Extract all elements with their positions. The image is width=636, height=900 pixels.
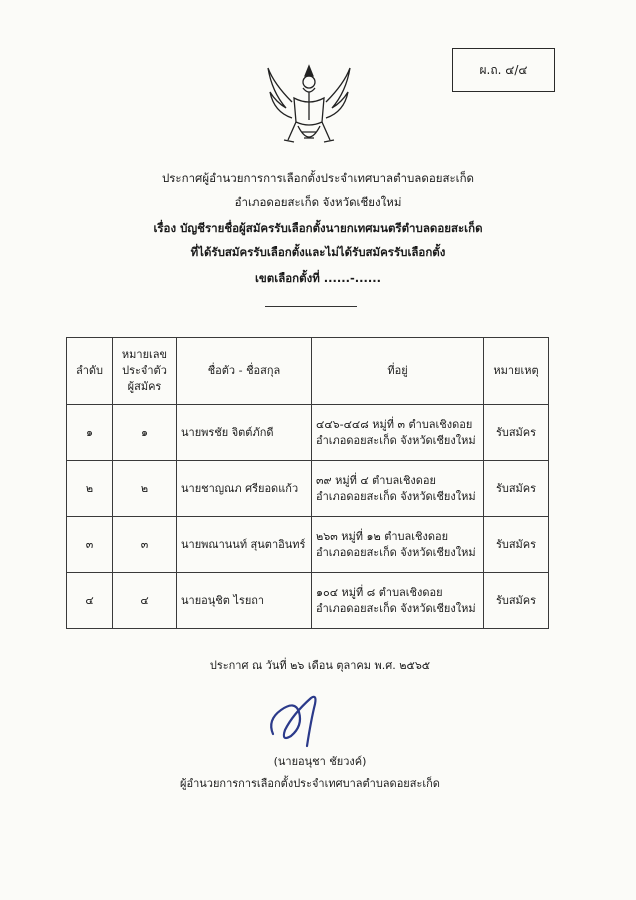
heading-subject: เรื่อง บัญชีรายชื่อผู้สมัครรับเลือกตั้งนายกเทศมนตรีตำบลดอยสะเก็ด [153,221,483,235]
cell-remark: รับสมัคร [484,517,549,573]
cell-candidate-no: ๓ [113,517,177,573]
cell-address [312,573,484,629]
signer-title: ผู้อำนวยการการเลือกตั้งประจำเทศบาลตำบลดอยสะเก็ด [180,777,440,790]
heading-line-2: อำเภอดอยสะเก็ด จังหวัดเชียงใหม่ [234,195,402,209]
cell-name: นายอนุชิต ไรยถา [177,573,312,629]
table-row [67,517,549,573]
col-header-candidate-no-line-1: หมายเลข [121,348,168,361]
cell-candidate-no: ๑ [113,405,177,461]
col-header-address: ที่อยู่ [312,338,484,405]
handwritten-signature [265,690,345,750]
address-line-1: ๓๙ หมู่ที่ ๔ ตำบลเชิงดอย [316,473,436,487]
cell-no: ๓ [67,517,113,573]
col-header-no: ลำดับ [67,338,113,405]
col-header-remark: หมายเหตุ [484,338,549,405]
heading-divider [265,306,357,307]
address-line-2: อำเภอดอยสะเก็ด จังหวัดเชียงใหม่ [316,489,476,503]
heading-line-4: ที่ได้รับสมัครรับเลือกตั้งและไม่ได้รับสมัครรับเลือกตั้ง [190,245,446,259]
cell-address [312,461,484,517]
col-header-candidate-no-line-2: ประจำตัว [122,364,167,377]
form-code: ผ.ถ. ๔/๔ [479,62,528,77]
address-line-2: อำเภอดอยสะเก็ด จังหวัดเชียงใหม่ [316,601,476,615]
cell-name: นายชาญณภ ศรียอดแก้ว [177,461,312,517]
table-row [67,405,549,461]
cell-no: ๔ [67,573,113,629]
table-header-row [67,338,549,405]
cell-candidate-no: ๒ [113,461,177,517]
cell-address [312,405,484,461]
cell-name: นายพรชัย จิตต์ภักดี [177,405,312,461]
address-line-1: ๑๐๔ หมู่ที่ ๘ ตำบลเชิงดอย [316,585,443,599]
heading-line-1: ประกาศผู้อำนวยการการเลือกตั้งประจำเทศบาลตำบลดอยสะเก็ด [161,171,475,185]
cell-remark: รับสมัคร [484,461,549,517]
cell-remark: รับสมัคร [484,573,549,629]
announcement-date: ประกาศ ณ วันที่ ๒๖ เดือน ตุลาคม พ.ศ. ๒๕๖๕ [209,659,431,672]
col-header-candidate-no-line-3: ผู้สมัคร [127,380,162,393]
cell-no: ๑ [67,405,113,461]
address-line-1: ๔๔๖-๔๔๘ หมู่ที่ ๓ ตำบลเชิงดอย [316,417,473,431]
cell-candidate-no: ๔ [113,573,177,629]
cell-no: ๒ [67,461,113,517]
address-line-2: อำเภอดอยสะเก็ด จังหวัดเชียงใหม่ [316,545,476,559]
col-header-name: ชื่อตัว - ชื่อสกุล [177,338,312,405]
heading-constituency: เขตเลือกตั้งที่ ......-...... [255,271,381,285]
cell-name: นายพณานนท์ สุนตาอินทร์ [177,517,312,573]
signer-name: (นายอนุชา ชัยวงค์) [273,755,367,768]
col-header-candidate-no [113,338,177,405]
cell-remark: รับสมัคร [484,405,549,461]
address-line-2: อำเภอดอยสะเก็ด จังหวัดเชียงใหม่ [316,433,476,447]
form-code-box [452,48,555,92]
cell-address [312,517,484,573]
table-row [67,573,549,629]
garuda-emblem-icon [262,62,356,152]
table-row [67,461,549,517]
address-line-1: ๒๖๓ หมู่ที่ ๑๒ ตำบลเชิงดอย [316,529,449,543]
candidate-table [66,337,549,629]
